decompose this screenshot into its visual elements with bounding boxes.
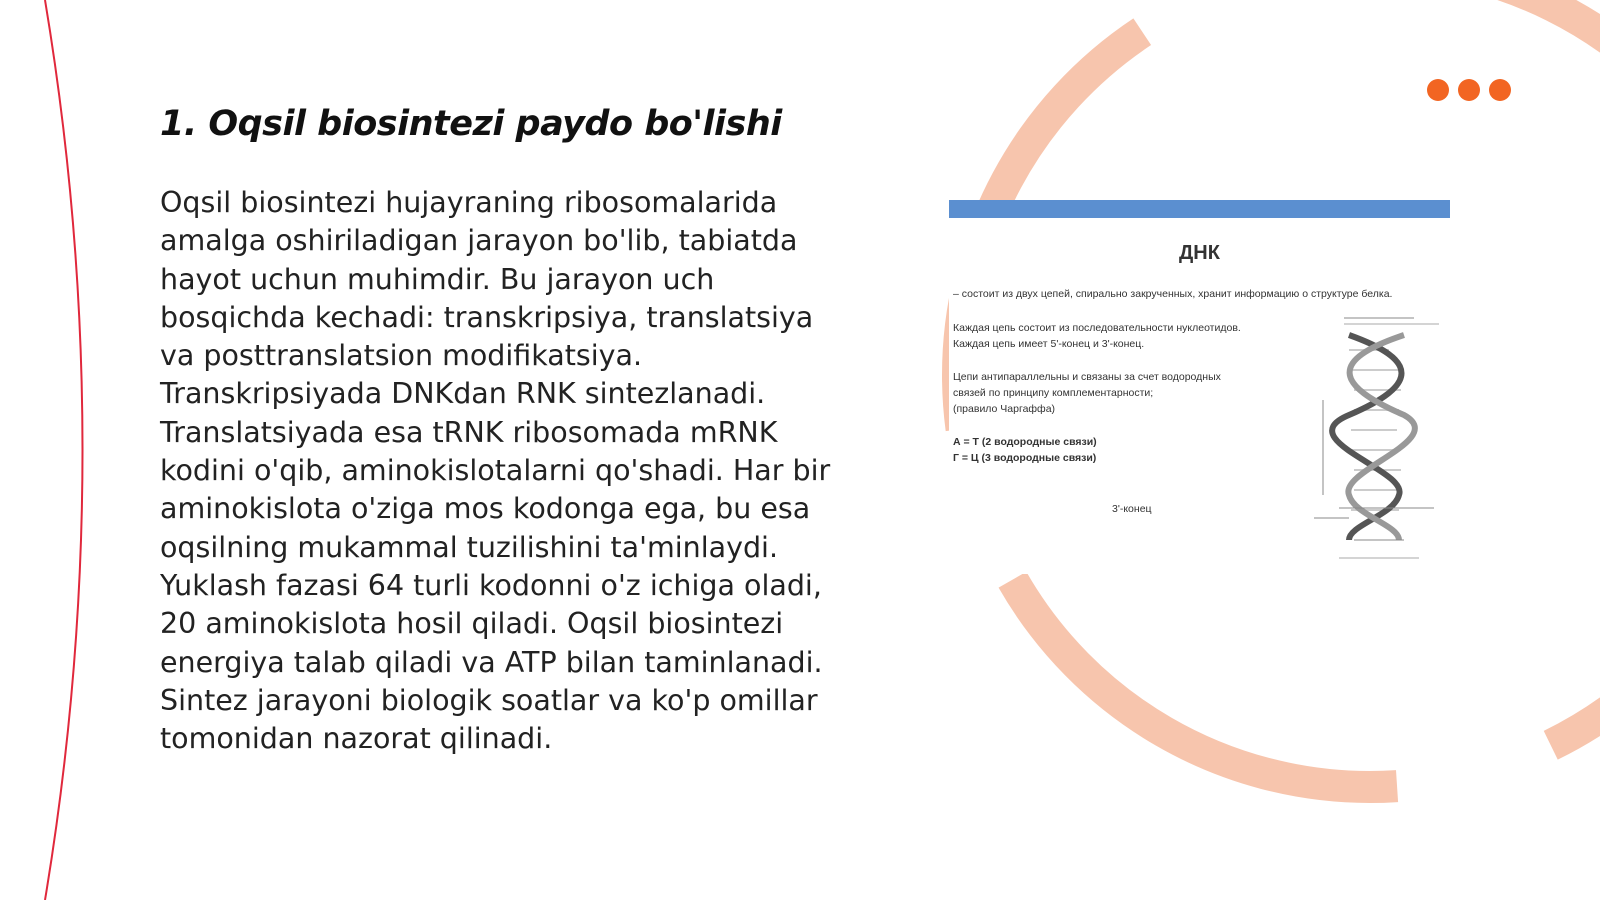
figure-line-3: Цепи антипараллельны и связаны за счет водородных [953,371,1221,383]
dots-icon [1427,79,1511,101]
figure-end-label: 3'-конец [1112,503,1152,515]
dot-1 [1427,79,1449,101]
figure-header-bar [949,200,1450,218]
left-curve-line [45,0,83,900]
figure-line-2: Каждая цепь имеет 5'-конец и 3'-конец. [953,338,1145,350]
figure-line-1: Каждая цепь состоит из последовательности нуклеотидов. [953,322,1241,334]
figure-line-5: (правило Чаргаффа) [953,403,1056,415]
dna-figure [949,200,1450,574]
figure-pair-at: А = Т (2 водородные связи) [953,436,1097,448]
figure-heading: ДНК [1179,242,1220,264]
slide-title: 1. Oqsil biosintezi paydo bo'lishi [160,104,782,144]
figure-definition: – состоит из двух цепей, спирально закрученных, хранит информацию о структуре белка. [953,288,1393,300]
dna-helix-icon [1309,310,1449,570]
body-paragraph: Oqsil biosintezi hujayraning ribosomalarida amalga oshiriladigan jarayon bo'lib, tabiatda hayot uchun muhimdir. Bu jarayon uch bosqichda kechadi: transkripsiya, translatsiya va posttranslatsion modifikatsiya. Transkripsiyada DNKdan RNK sintezlanadi. Translatsiyada esa tRNK ribosomada mRNK kodini o'qib, aminokislotalarni qo'shadi. Har bir aminokislota o'ziga mos kodonga ega, bu esa oqsilning mukammal tuzilishini ta'minlaydi. Yuklash fazasi 64 turli kodonni o'z ichiga oladi, 20 aminokislota hosil qiladi. Oqsil biosintezi energiya talab qiladi va ATP bilan taminlanadi. Sintez jarayoni biologik soatlar va ko'p omillar tomonidan nazorat qilinadi. [160,186,831,756]
dot-3 [1489,79,1511,101]
figure-line-4: связей по принципу комплементарности; [953,387,1154,399]
figure-pair-gc: Г = Ц (3 водородные связи) [953,452,1097,464]
dot-2 [1458,79,1480,101]
